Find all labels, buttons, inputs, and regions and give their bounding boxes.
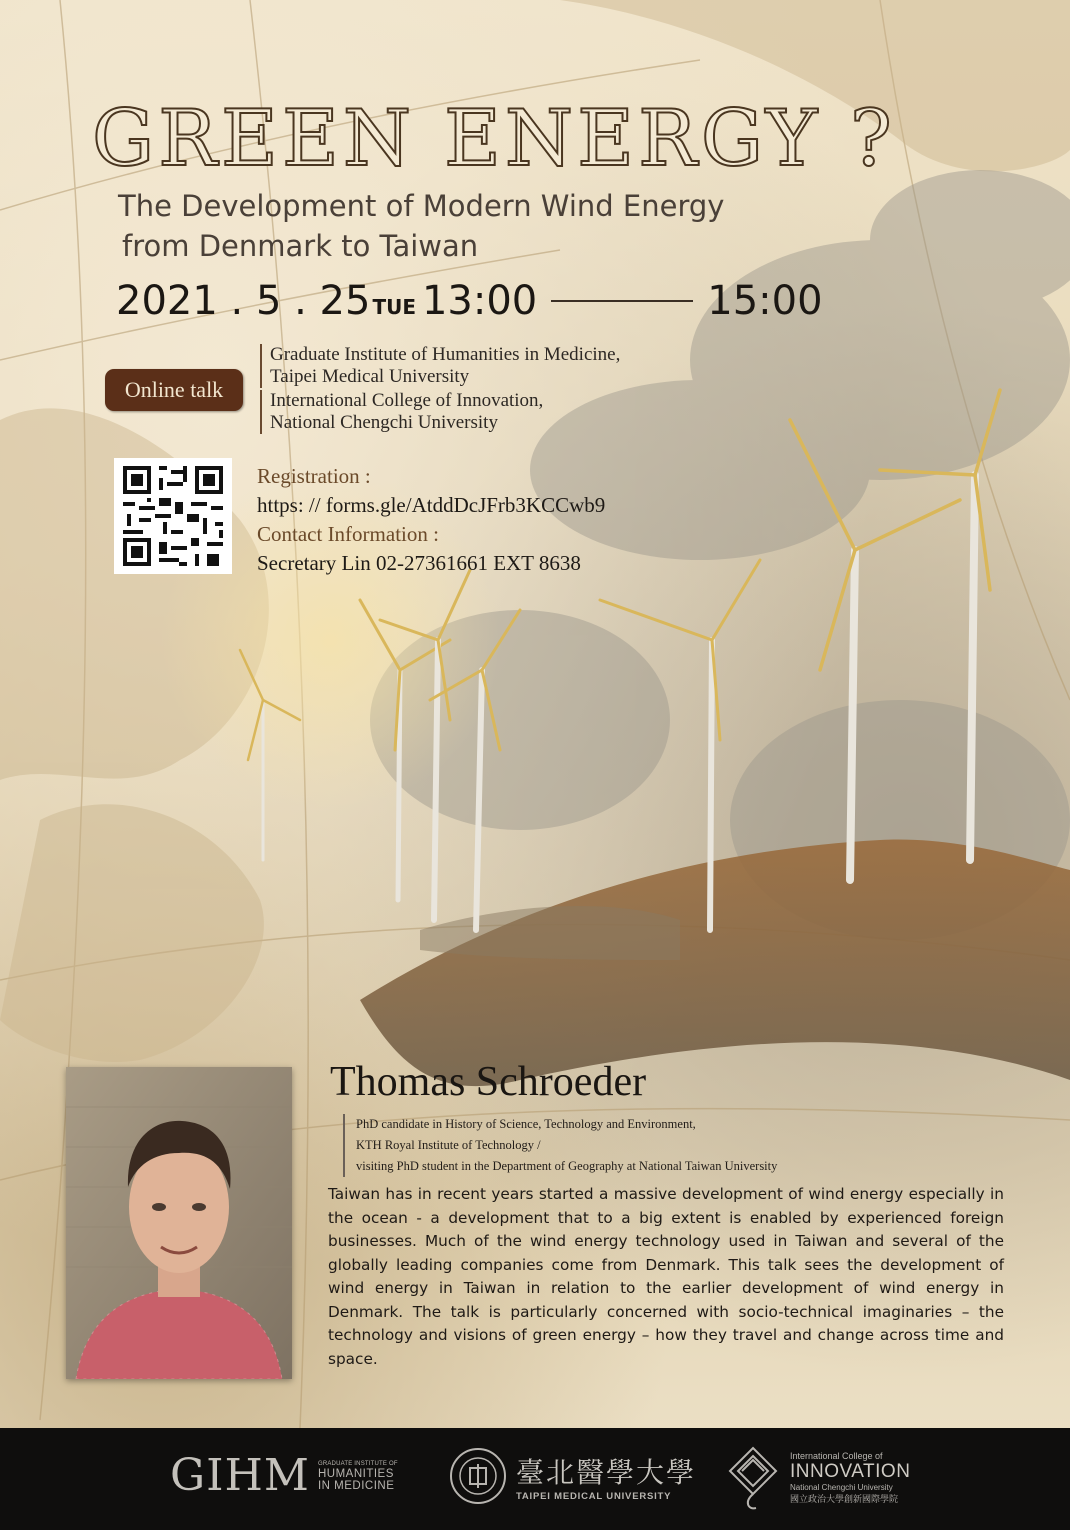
tmu-logo[interactable] (448, 1446, 696, 1506)
registration-label: Registration : (257, 464, 371, 488)
tmu-wordmark (516, 1451, 696, 1502)
time-range-divider (551, 300, 693, 302)
organizer-1 (260, 344, 620, 388)
speaker-affiliation (343, 1114, 777, 1177)
ici-line-4: 國立政治大學創新國際學院 (790, 1494, 899, 1504)
ici-line-3: National Chengchi University (790, 1483, 893, 1492)
tmu-name-english: TAIPEI MEDICAL UNIVERSITY (516, 1490, 672, 1502)
gihm-line-2: IN MEDICINE (317, 1479, 395, 1492)
event-datetime (116, 276, 823, 332)
registration-info (257, 462, 605, 578)
event-weekday: TUE (372, 295, 416, 319)
contact-info: Secretary Lin 02-27361661 EXT 8638 (257, 551, 581, 575)
speaker-affiliation-line-2: KTH Royal Institute of Technology / (356, 1138, 541, 1152)
registration-qr-code[interactable] (114, 458, 232, 574)
subtitle (118, 186, 724, 266)
ici-line-1: International College of (790, 1451, 883, 1461)
gihm-wordmark (318, 1460, 398, 1492)
tmu-name-chinese: 臺北醫學大學 (516, 1455, 697, 1489)
speaker-portrait-icon (66, 1067, 292, 1379)
ici-emblem-icon (724, 1444, 782, 1512)
gihm-mark: GIHM (170, 1450, 310, 1501)
ici-line-2: INNOVATION (790, 1461, 911, 1482)
organizer-2 (260, 390, 543, 434)
speaker-affiliation-line-3: visiting PhD student in the Department of Geography at National Taiwan University (356, 1159, 778, 1173)
registration-link[interactable]: https: // forms.gle/AtddDcJFrb3KCCwb9 (257, 493, 606, 517)
speaker-photo (66, 1067, 292, 1379)
tmu-seal-icon (448, 1446, 508, 1506)
event-start-time: 13:00 (421, 278, 538, 324)
ici-logo[interactable] (724, 1444, 910, 1512)
subtitle-line-1: The Development of Modern Wind Energy (118, 189, 725, 223)
gihm-line-1: HUMANITIES (317, 1467, 394, 1480)
subtitle-line-2: from Denmark to Taiwan (122, 229, 479, 263)
contact-label: Contact Information : (257, 522, 439, 546)
gihm-line-0: GRADUATE INSTITUTE OF (317, 1460, 398, 1467)
footer-logos (0, 1428, 1070, 1530)
talk-abstract: Taiwan has in recent years started a massive development of wind energy especially in the ocean - a development that to a big extent is enabled by experienced foreign businesses. Much of the wind energy technology used in Taiwan and several of the globally leading companies come from Denmark. This talk sees the development of wind energy in Taiwan in relation to the earlier development of wind energy in Denmark. The talk is particularly concerned with socio-technical imaginaries – the technology and visions of green energy – how they travel and change across time and space. (328, 1185, 1004, 1368)
event-date: 2021 . 5 . 25 (116, 278, 371, 324)
qr-code-icon (114, 458, 232, 574)
online-talk-badge: Online talk (105, 369, 243, 411)
organizer-2-line-1: International College of Innovation, (270, 390, 544, 411)
organizer-1-line-1: Graduate Institute of Humanities in Medicine, (270, 344, 621, 365)
organizer-1-line-2: Taipei Medical University (270, 366, 470, 387)
organizer-2-line-2: National Chengchi University (270, 412, 498, 433)
speaker-name: Thomas Schroeder (330, 1059, 647, 1105)
speaker-affiliation-line-1: PhD candidate in History of Science, Technology and Environment, (356, 1117, 696, 1131)
event-end-time: 15:00 (707, 278, 823, 324)
ici-wordmark (790, 1451, 910, 1505)
gihm-logo[interactable] (170, 1450, 398, 1501)
poster-title: GREEN ENERGY ? (92, 94, 896, 184)
